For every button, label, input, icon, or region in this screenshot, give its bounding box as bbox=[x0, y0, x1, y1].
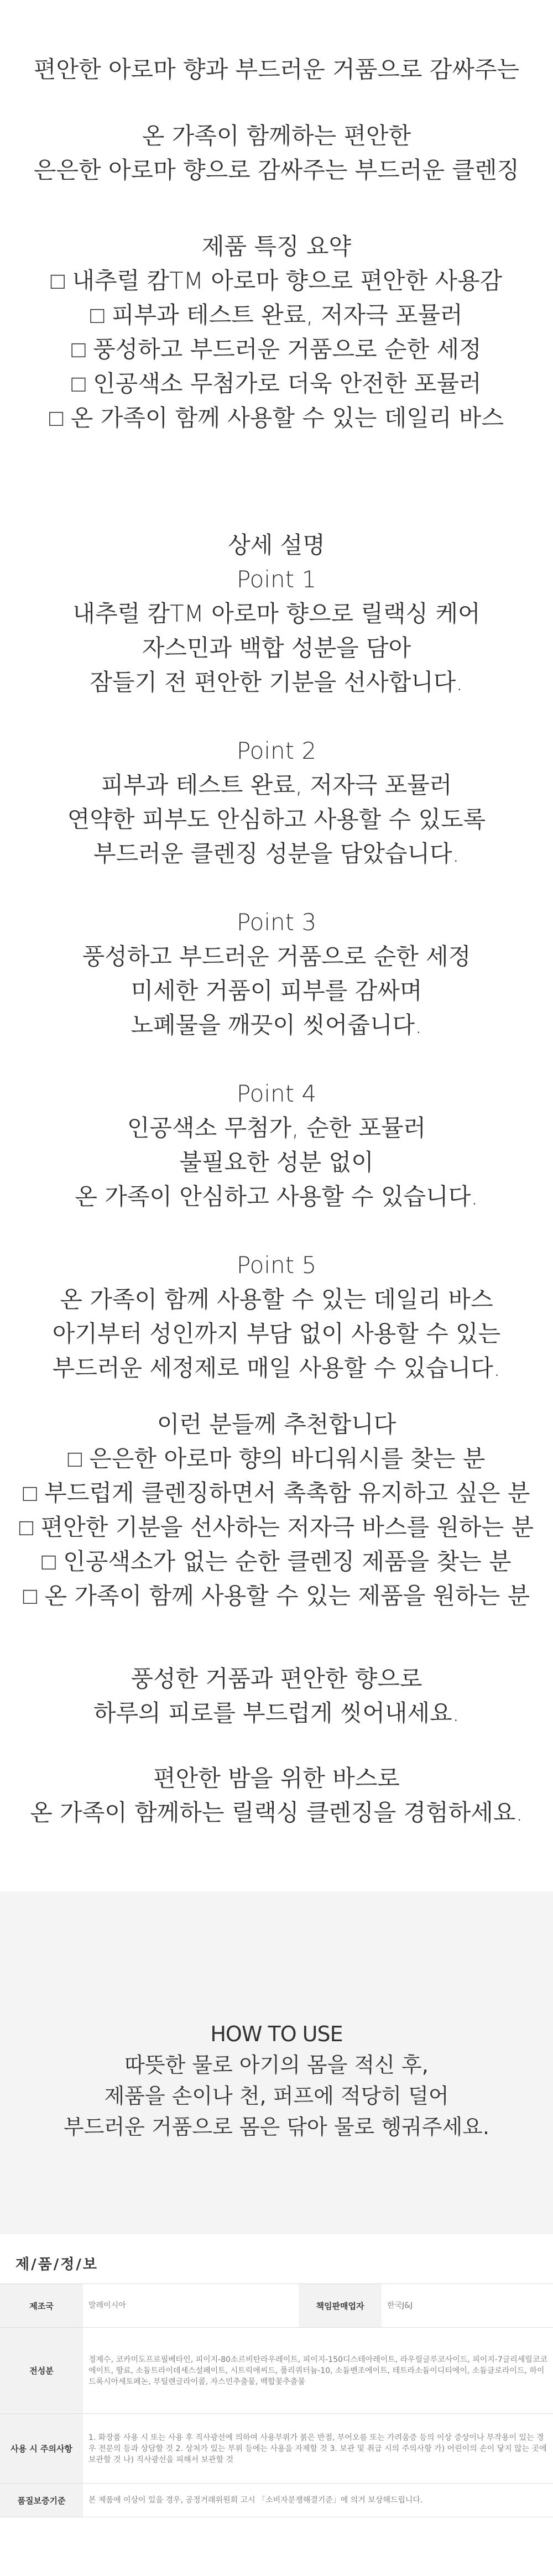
feature-item: □ 온 가족이 함께 사용할 수 있는 데일리 바스 bbox=[49, 404, 504, 431]
point-label: Point 3 bbox=[236, 909, 317, 936]
point-line: 온 가족이 안심하고 사용할 수 있습니다. bbox=[75, 1183, 478, 1210]
seller-value: 한국J&J bbox=[382, 2284, 553, 2328]
closing-message-2 bbox=[0, 1761, 553, 1830]
closing-line: 하루의 피로를 부드럽게 씻어내세요. bbox=[93, 1699, 460, 1727]
recommend-title: 이런 분들께 추천합니다 bbox=[156, 1411, 397, 1438]
point-label: Point 2 bbox=[236, 737, 317, 764]
point-line: 인공색소 무첨가, 순한 포뮬러 bbox=[127, 1114, 426, 1141]
point-line: 부드러운 세정제로 매일 사용할 수 있습니다. bbox=[52, 1354, 501, 1381]
standard-value: 본 제품에 이상이 있을 경우, 공정거래위원회 고시 「소비자분쟁해결기준」에 의거 보상해드립니다. bbox=[83, 2484, 553, 2517]
origin-label: 제조국 bbox=[0, 2284, 83, 2328]
detail-title: 상세 설명 bbox=[228, 531, 325, 559]
recommend-item: □ 부드럽게 클렌징하면서 촉촉함 유지하고 싶은 분 bbox=[23, 1479, 530, 1506]
headline-text: 편안한 아로마 향과 부드러운 거품으로 감싸주는 bbox=[33, 56, 520, 83]
how-to-use-line: 부드러운 거품으로 몸은 닦아 물로 헹궈주세요. bbox=[64, 2115, 489, 2139]
seller-label: 책임판매업자 bbox=[299, 2284, 382, 2328]
product-info-table bbox=[0, 2283, 553, 2517]
point-line: 피부과 테스트 완료, 저자극 포뮬러 bbox=[101, 771, 452, 799]
closing-line: 온 가족이 함께하는 릴랙싱 클렌징을 경험하세요. bbox=[30, 1799, 523, 1826]
caution-value: 1. 화장품 사용 시 또는 사용 후 직사광선에 의하여 사용부위가 붉은 반점, 부어오름 또는 가려움증 등의 이상 증상이나 부작용이 있는 경우 전문의 등과 상담할 것 2. 상처가 있는 부위 등에는 사용을 자제할 것 3. 보관 및 취급 시의 주의사항 가) 어린이의 손이 닿지 않는 곳에 보관할 것 나) 직사광선을 피해서 보관할 것 bbox=[83, 2414, 553, 2484]
features-title: 제품 특징 요약 bbox=[201, 233, 352, 260]
feature-item: □ 피부과 테스트 완료, 저자극 포뮬러 bbox=[90, 301, 463, 328]
point-line: 미세한 거품이 피부를 감싸며 bbox=[131, 977, 422, 1004]
point-line: 풍성하고 부드러운 거품으로 순한 세정 bbox=[82, 943, 471, 970]
point-line: 불필요한 성분 없이 bbox=[179, 1149, 374, 1176]
closing-line: 편안한 밤을 위한 바스로 bbox=[153, 1765, 400, 1792]
recommend-item: □ 은은한 아로마 향의 바디워시를 찾는 분 bbox=[67, 1445, 486, 1472]
point-label: Point 1 bbox=[236, 566, 317, 593]
table-row bbox=[0, 2284, 553, 2328]
point-line: 노폐물을 깨끗이 씻어줍니다. bbox=[131, 1011, 422, 1039]
recommendation-block bbox=[0, 1407, 553, 1613]
point-line: 연약한 피부도 안심하고 사용할 수 있도록 bbox=[67, 806, 486, 833]
feature-item: □ 풍성하고 부드러운 거품으로 순한 세정 bbox=[71, 336, 482, 363]
point-line: 내추럴 캄TM 아로마 향으로 릴랙싱 케어 bbox=[72, 600, 481, 627]
closing-line: 풍성한 거품과 편안한 향으로 bbox=[131, 1665, 422, 1692]
point-line: 잠들기 전 편안한 기분을 선사합니다. bbox=[90, 669, 463, 696]
caution-label: 사용 시 주의사항 bbox=[0, 2414, 83, 2484]
how-to-use-line: 따뜻한 물로 아기의 몸을 적신 후, bbox=[124, 2053, 429, 2077]
ingredients-value: 정제수, 코카미도프로필베타인, 피이지-80소르비탄라우레이트, 피이지-150디스테아레이트, 라우릴글루코사이드, 피이지-7글리세릴코코에이트, 향료, 소듐트라이데세스설페이트, 시트릭애씨드, 폴리쿼터늄-10, 소듐벤조에이트, 테트라소듐이디티에이, 소듐클로라이드, 하이드록시아세토페논, 부틸렌글라이콜, 자스민추출물, 백합꽃추출물 bbox=[83, 2328, 553, 2414]
subheadline-line: 온 가족이 함께하는 편안한 bbox=[142, 122, 411, 149]
feature-item: □ 인공색소 무첨가로 더욱 안전한 포뮬러 bbox=[71, 370, 482, 397]
detail-description bbox=[0, 528, 553, 1385]
subheadline-block bbox=[0, 119, 553, 187]
recommend-item: □ 인공색소가 없는 순한 클렌징 제품을 찾는 분 bbox=[41, 1548, 512, 1575]
feature-item: □ 내추럴 캄TM 아로마 향으로 편안한 사용감 bbox=[50, 267, 503, 294]
point-line: 아기부터 성인까지 부담 없이 사용할 수 있는 bbox=[52, 1320, 501, 1347]
how-to-use-line: 제품을 손이나 천, 퍼프에 적당히 덜어 bbox=[104, 2084, 449, 2108]
standard-label: 품질보증기준 bbox=[0, 2484, 83, 2517]
subheadline-line: 은은한 아로마 향으로 감싸주는 부드러운 클렌징 bbox=[33, 157, 520, 184]
point-label: Point 4 bbox=[236, 1080, 317, 1107]
product-info-title: 제/품/정/보 bbox=[15, 2256, 98, 2273]
headline bbox=[0, 53, 553, 87]
point-line: 부드러운 클렌징 성분을 담았습니다. bbox=[93, 840, 460, 867]
point-line: 온 가족이 함께 사용할 수 있는 데일리 바스 bbox=[60, 1286, 493, 1313]
closing-message-1 bbox=[0, 1662, 553, 1730]
table-row bbox=[0, 2328, 553, 2414]
origin-value: 말레이시아 bbox=[83, 2284, 299, 2328]
point-label: Point 5 bbox=[236, 1252, 317, 1279]
table-row bbox=[0, 2484, 553, 2517]
recommend-item: □ 온 가족이 함께 사용할 수 있는 제품을 원하는 분 bbox=[23, 1582, 530, 1609]
features-summary bbox=[0, 230, 553, 435]
how-to-use-title: HOW TO USE bbox=[210, 2022, 343, 2046]
recommend-item: □ 편안한 기분을 선사하는 저자극 바스를 원하는 분 bbox=[19, 1514, 534, 1541]
table-row bbox=[0, 2414, 553, 2484]
how-to-use-section bbox=[0, 1891, 553, 2234]
point-line: 자스민과 백합 성분을 담아 bbox=[142, 634, 411, 661]
product-info-section bbox=[0, 2254, 553, 2517]
ingredients-label: 전성분 bbox=[0, 2328, 83, 2414]
